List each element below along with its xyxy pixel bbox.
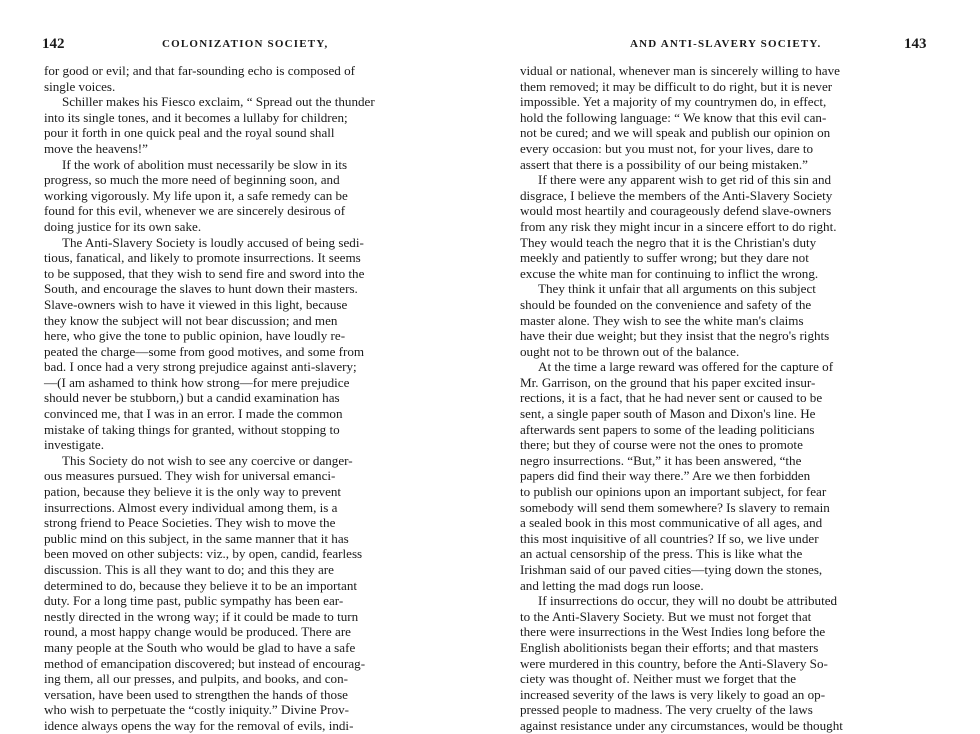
text-line: round, a most happy change would be produced. There are [44,624,351,640]
text-line: Schiller makes his Fiesco exclaim, “ Spread out the thunder [62,94,375,110]
text-line: this most inquisitive of all countries? If so, we live under [520,530,819,546]
text-line: progress, so much the more need of beginning soon, and [44,172,340,188]
text-line: nestly directed in the wrong way; if it could be made to turn [44,608,359,624]
text-line: This Society do not wish to see any coercive or danger- [62,452,353,468]
text-line: excuse the white man for continuing to inflict the wrong. [520,265,819,281]
text-line: somebody will send them somewhere? Is slavery to remain [520,499,830,515]
text-line: there; but they of course were not the ones to promote [520,437,803,453]
text-line: discussion. This is all they want to do; and this they are [44,562,334,577]
text-line: rections, it is a fact, that he had never sent or caused to be [520,390,823,406]
text-line: against resistance under any circumstances, would be thought [520,717,843,733]
text-line: would most heartily and courageously defend slave-owners [520,203,832,219]
text-line: They think it unfair that all arguments on this subject [538,281,816,297]
text-line: duty. For a long time past, public sympathy has been ear- [44,593,344,609]
text-line: working vigorously. My life upon it, a safe remedy can be [44,187,348,203]
text-line: an actual censorship of the press. This is like what the [520,546,803,562]
text-line: South, and encourage the slaves to hunt down their masters. [44,281,358,297]
text-line: hold the following language: “ We know that this evil can- [520,109,827,125]
text-line: were murdered in this country, before the Anti-Slavery So- [520,655,828,671]
text-line: strong friend to Peace Societies. They wish to move the [44,515,336,531]
text-line: every occasion: but you must not, for your lives, dare to [520,140,814,156]
text-line: pour it forth in one quick peal and the royal sound shall [44,125,335,141]
text-line: have their due weight; but they insist that the negro's rights [520,328,830,344]
text-line: determined to do, because they believe it to be an important [44,577,358,593]
text-line: increased severity of the laws is very likely to goad an op- [520,686,826,702]
text-line: The Anti-Slavery Society is loudly accused of being sedi- [62,234,364,250]
text-line: pressed people to madness. The very cruelty of the laws [520,702,813,718]
running-head: COLONIZATION SOCIETY, [162,38,329,50]
text-line: tious, fanatical, and likely to promote insurrections. It seems [44,250,361,266]
text-line: into its single tones, and it becomes a lullaby for children; [44,109,348,125]
text-line: impossible. Yet a majority of my countrymen do, in effect, [520,94,827,110]
text-line: found for this evil, whenever we are sincerely desirous of [44,203,346,219]
text-line: sent, a single paper south of Mason and Dixon's line. He [520,406,816,422]
text-line: doing justice for its own sake. [44,218,202,234]
text-line: to the Anti-Slavery Society. But we must not forget that [520,608,812,624]
text-line: idence always opens the way for the removal of evils, indi- [44,717,354,733]
text-line: assert that there is a possibility of our being mistaken.” [520,156,808,172]
left-page [0,0,490,733]
text-line: —(I am ashamed to think how strong—for mere prejudice [44,374,350,390]
text-line: there were insurrections in the West Indies long before the [520,624,826,640]
running-head: AND ANTI-SLAVERY SOCIETY. [630,38,822,50]
text-line: single voices. [44,78,116,94]
text-line: here, who give the tone to public opinion, have loudly re- [44,328,346,344]
text-line: convinced me, that I was in an error. I made the common [44,406,343,422]
text-line: should never be stubborn,) but a candid examination has [44,390,340,406]
text-line: should be founded on the convenience and safety of the [520,296,812,312]
text-line: Irishman said of our paved cities—tying down the stones, [520,562,823,577]
text-line: ought not to be thrown out of the balance. [520,343,740,359]
text-line: a sealed book in this most communicative of all ages, and [520,515,823,531]
page-text [44,63,456,733]
text-line: and letting the mad dogs run loose. [520,577,704,593]
text-line: not be cured; and we will speak and publish our opinion on [520,125,831,141]
text-line: Slave-owners wish to have it viewed in this light, because [44,296,348,312]
text-line: from any risk they might incur in a sincere effort to do right. [520,218,837,234]
text-line: pation, because they believe it is the only way to prevent [44,484,342,500]
text-line: move the heavens!” [44,140,148,156]
text-line: master alone. They wish to see the white man's claims [520,312,804,328]
page-number: 142 [42,36,65,52]
text-line: disgrace, I believe the members of the Anti-Slavery Society [520,187,833,203]
text-line: If the work of abolition must necessarily be slow in its [62,156,348,172]
text-line: for good or evil; and that far-sounding echo is composed of [44,63,356,78]
text-line: been moved on other subjects: viz., by open, candid, fearless [44,546,363,562]
text-line: to publish our opinions upon an important subject, for fear [520,484,827,500]
text-line: they know the subject will not bear discussion; and men [44,312,338,328]
text-line: Mr. Garrison, on the ground that his paper excited insur- [520,374,816,390]
text-line: English abolitionists began their efforts; and that masters [520,639,819,655]
text-line: many people at the South who would be glad to have a safe [44,639,356,655]
text-line: negro insurrections. “But,” it has been answered, “the [520,452,802,468]
text-line: method of emancipation discovered; but instead of encourag- [44,655,366,671]
text-line: investigate. [44,437,104,453]
text-line: If insurrections do occur, they will no doubt be attributed [538,593,838,609]
text-line: insurrections. Almost every individual among them, is a [44,499,338,515]
text-line: vidual or national, whenever man is sincerely willing to have [520,63,840,78]
text-line: afterwards sent papers to some of the leading politicians [520,421,815,437]
text-line: papers did find their way there.” Are we then forbidden [520,468,811,484]
text-line: meekly and patiently to suffer wrong; but they dare not [520,250,809,266]
text-line: to be supposed, that they wish to send fire and sword into the [44,265,365,281]
text-line: mistake of taking things for granted, without stopping to [44,421,340,437]
text-line: peated the charge—some from good motives, and some from [44,343,365,359]
text-line: ciety was thought of. Neither must we forget that the [520,671,797,687]
page-text [520,63,928,733]
text-line: If there were any apparent wish to get rid of this sin and [538,172,832,188]
text-line: them removed; it may be difficult to do right, but it is never [520,78,833,94]
right-page [490,0,980,733]
text-line: At the time a large reward was offered for the capture of [538,359,834,375]
text-line: public mind on this subject, in the same manner that it has [44,530,349,546]
text-line: bad. I once had a very strong prejudice against anti-slavery; [44,359,357,375]
text-line: versation, have been used to strengthen the hands of those [44,686,348,702]
text-line: ing them, all our presses, and pulpits, and books, and con- [44,671,349,687]
text-line: They would teach the negro that it is the Christian's duty [520,234,817,250]
text-line: ous measures pursued. They wish for universal emanci- [44,468,336,484]
page-number: 143 [904,36,927,52]
text-line: who wish to perpetuate the “costly iniquity.” Divine Prov- [44,702,349,718]
